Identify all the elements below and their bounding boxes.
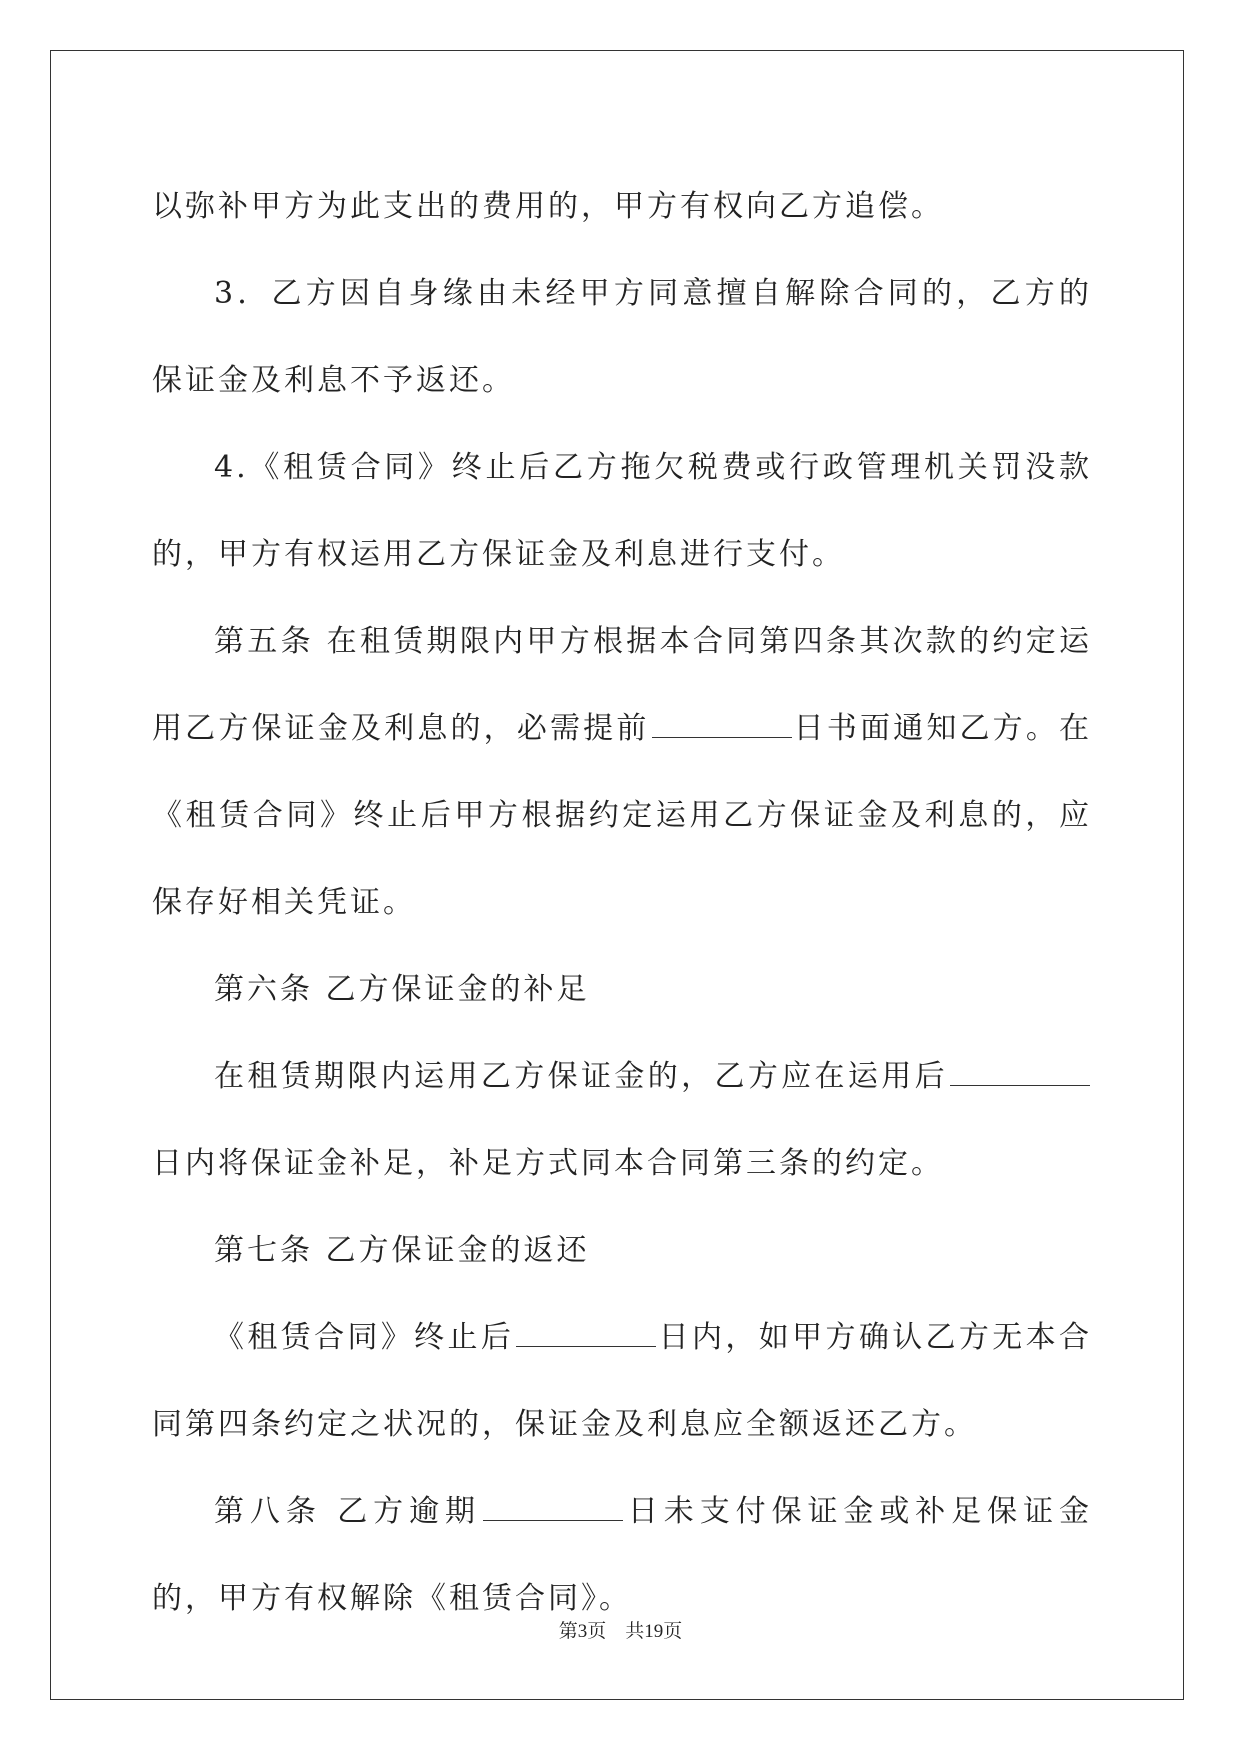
paragraph [152,1033,1092,1207]
paragraph [152,1294,1092,1468]
fill-in-blank [950,1055,1090,1086]
fill-in-blank [483,1490,623,1521]
paragraph-text: 《租赁合同》终止后 [214,1320,515,1355]
paragraph-text: 日书面通知乙方。在《租赁合同》终止后甲方根据约定运用乙方保证金及利息的，应保存好相关凭证。 [152,711,1092,920]
paragraph: 4.《租赁合同》终止后乙方拖欠税费或行政管理机关罚没款的，甲方有权运用乙方保证金及利息进行支付。 [152,450,1092,572]
paragraph-text: 日未支付保证金或补足保证金的，甲方有权解除《租赁合同》。 [152,1494,1092,1616]
fill-in-blank [652,707,792,738]
paragraph-text: 第八条 乙方逾期 [214,1494,481,1529]
paragraph-text: 第五条 在租赁期限内甲方根据本合同第四条其次款的约定运用乙方保证金及利息的，必需提前 [152,624,1092,746]
paragraph-text: 日内将保证金补足，补足方式同本合同第三条的约定。 [152,1146,944,1181]
paragraph: 3．乙方因自身缘由未经甲方同意擅自解除合同的，乙方的保证金及利息不予返还。 [152,276,1092,398]
paragraph-text: 日内，如甲方确认乙方无本合同第四条约定之状况的，保证金及利息应全额返还乙方。 [152,1320,1093,1442]
document-body [152,163,1092,1642]
paragraph-text: 在租赁期限内运用乙方保证金的，乙方应在运用后 [214,1059,948,1094]
section-heading: 第七条 乙方保证金的返还 [214,1233,590,1268]
paragraph [152,598,1092,946]
page-footer [0,1616,1241,1643]
page-number: 第3页 [558,1621,607,1642]
page-total: 共19页 [625,1621,683,1642]
paragraph: 以弥补甲方为此支出的费用的，甲方有权向乙方追偿。 [152,189,944,224]
fill-in-blank [516,1316,656,1347]
section-heading: 第六条 乙方保证金的补足 [214,972,590,1007]
